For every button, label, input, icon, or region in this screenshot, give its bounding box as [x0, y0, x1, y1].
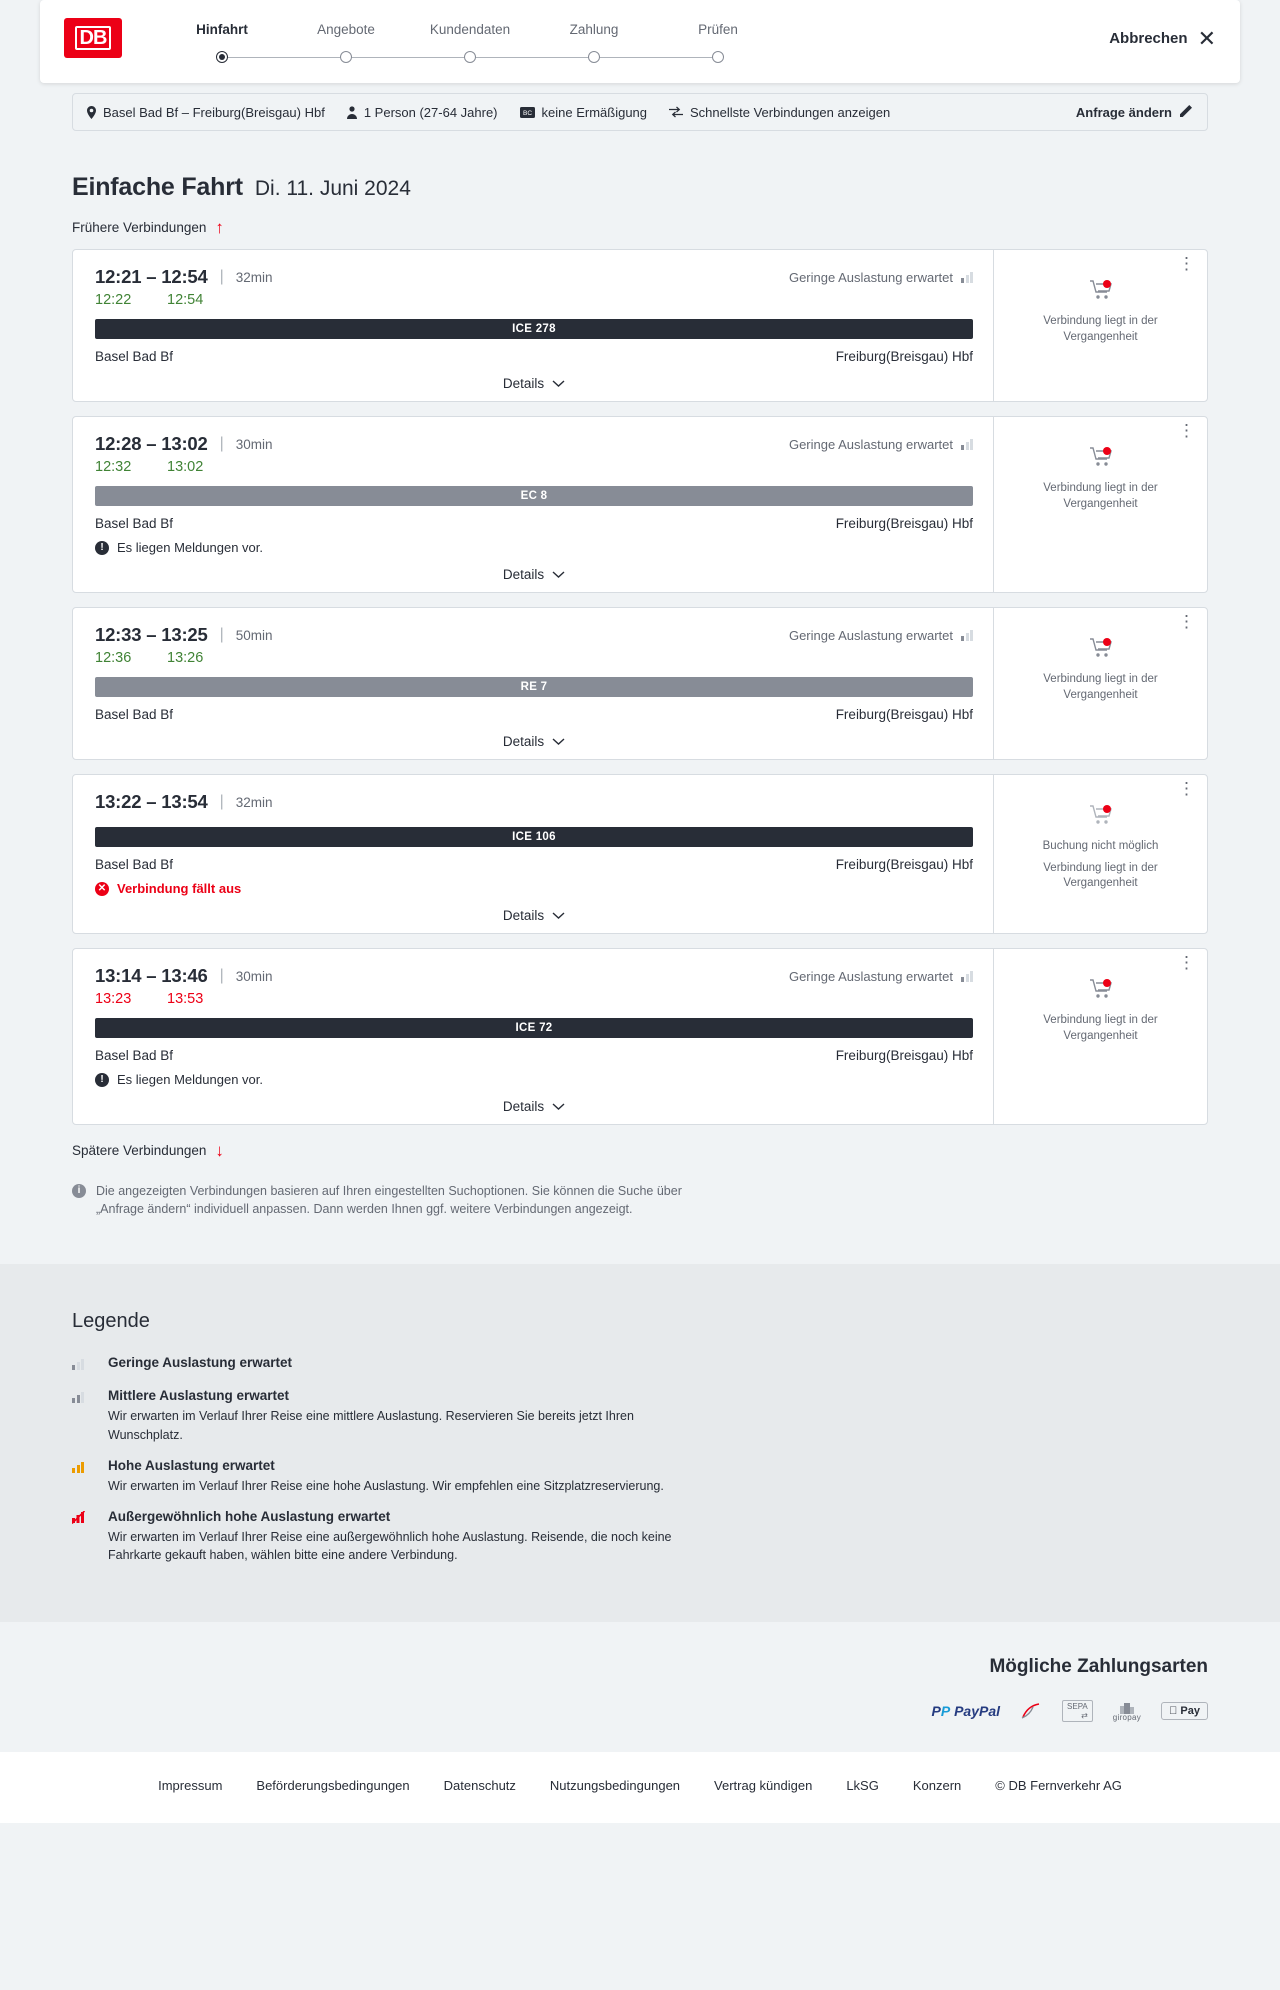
booking-status-text: Verbindung liegt in der Vergangenheit — [1043, 315, 1158, 343]
legend-item — [72, 1355, 1208, 1375]
connection-booking-area — [993, 775, 1207, 933]
more-options-icon[interactable]: ⋮ — [1178, 254, 1195, 273]
connection-duration: 50min — [235, 627, 273, 643]
divider: | — [219, 793, 224, 810]
realtime-arrival: 12:54 — [167, 292, 204, 308]
step-dot — [464, 51, 476, 63]
connection-header — [95, 433, 973, 455]
connection-message-text: Es liegen Meldungen vor. — [117, 1072, 263, 1087]
realtime-departure: 12:22 — [95, 292, 132, 308]
connection-list — [72, 249, 1208, 1125]
connection-time-range: 12:21 – 12:54 — [95, 266, 208, 287]
station-row — [95, 349, 973, 364]
connection-cancellation — [95, 881, 973, 896]
connection-card[interactable] — [72, 416, 1208, 593]
legend-title: Legende — [72, 1310, 150, 1333]
connection-duration: 32min — [235, 269, 273, 285]
footer-link-konzern[interactable]: Konzern — [912, 1778, 962, 1793]
realtime-arrival: 13:26 — [167, 650, 204, 666]
occupancy-bars-icon — [961, 630, 973, 641]
legend-item — [72, 1388, 1208, 1445]
divider: | — [219, 268, 224, 285]
footer-copyright: © DB Fernverkehr AG — [995, 1778, 1122, 1793]
giropay-logo — [1113, 1700, 1141, 1722]
step-label: Zahlung — [569, 22, 619, 37]
step-dot — [588, 51, 600, 63]
booking-status-text: Verbindung liegt in der Vergangenheit — [1043, 482, 1158, 510]
realtime-row — [95, 292, 973, 308]
origin-station: Basel Bad Bf — [95, 349, 174, 364]
step-dot — [216, 51, 228, 63]
arrow-down-icon: ↓ — [215, 1140, 224, 1160]
info-icon: ! — [95, 541, 109, 555]
realtime-arrival: 13:02 — [167, 459, 204, 475]
shopping-cart-icon — [1090, 979, 1112, 1004]
details-label: Details — [502, 567, 545, 582]
occupancy-indicator — [789, 969, 973, 984]
connection-card[interactable] — [72, 249, 1208, 402]
search-footnote-text: Die angezeigten Verbindungen basieren auf Ihren eingestellten Suchoptionen. Sie können die Suche über „Anfrage ändern“ individuell anpassen. Dann werden Ihnen ggf. weitere Verbindungen angezeigt. — [96, 1184, 682, 1217]
connection-booking-area — [993, 608, 1207, 759]
details-label: Details — [502, 734, 545, 749]
booking-unavailable-text: Buchung nicht möglich — [1042, 840, 1159, 852]
step-zahlung[interactable] — [532, 22, 656, 69]
connection-card[interactable] — [72, 774, 1208, 934]
step-dot — [712, 51, 724, 63]
earlier-connections-button[interactable] — [72, 217, 1208, 237]
connection-header — [95, 266, 973, 288]
train-name: ICE 72 — [515, 1022, 553, 1034]
booking-status-text: Verbindung liegt in der Vergangenheit — [1043, 861, 1158, 890]
occupancy-bars-icon — [961, 439, 973, 450]
train-name: ICE 106 — [512, 831, 556, 843]
info-icon: i — [72, 1184, 86, 1198]
legend-item — [72, 1458, 1208, 1496]
results-region — [0, 173, 1280, 1218]
origin-station: Basel Bad Bf — [95, 857, 174, 872]
apple-pay-logo: Pay — [1161, 1700, 1208, 1722]
step-angebote[interactable] — [284, 22, 408, 69]
details-toggle[interactable] — [95, 734, 973, 749]
connection-message — [95, 540, 973, 555]
legend-item — [72, 1509, 1208, 1566]
occupancy-label: Geringe Auslastung erwartet — [788, 436, 953, 452]
checkout-stepper — [160, 22, 780, 69]
legend-item-title: Mittlere Auslastung erwartet — [108, 1388, 290, 1404]
cancel-label: Abbrechen — [1109, 30, 1188, 47]
page-title-row — [72, 173, 1208, 202]
divider: | — [219, 626, 224, 643]
occupancy-bars-icon — [961, 971, 973, 982]
train-name: EC 8 — [520, 490, 548, 502]
details-label: Details — [502, 376, 545, 391]
chevron-down-icon — [552, 1099, 565, 1114]
occupancy-label: Geringe Auslastung erwartet — [788, 968, 953, 984]
payment-logos-row — [72, 1700, 1208, 1722]
header-card — [40, 0, 1240, 83]
bahncard-icon — [520, 107, 535, 118]
realtime-departure: 12:36 — [95, 650, 132, 666]
details-toggle[interactable] — [95, 376, 973, 391]
train-badge — [95, 486, 973, 506]
sofort-logo — [1020, 1700, 1042, 1722]
page-title: Einfache Fahrt — [72, 173, 243, 201]
connection-time-range: 13:22 – 13:54 — [95, 791, 208, 812]
connection-details — [73, 417, 993, 592]
legend-item-title: Geringe Auslastung erwartet — [108, 1355, 293, 1371]
step-kundendaten[interactable] — [408, 22, 532, 69]
connection-card[interactable] — [72, 607, 1208, 760]
pencil-icon[interactable] — [1180, 104, 1193, 120]
divider: | — [219, 435, 224, 452]
station-row — [95, 857, 973, 872]
connection-time-range: 12:33 – 13:25 — [95, 624, 208, 645]
details-toggle[interactable] — [95, 908, 973, 923]
connection-cancellation-text: Verbindung fällt aus — [117, 881, 242, 896]
footer-link-vertrag-kuendigen[interactable]: Vertrag kündigen — [714, 1778, 813, 1793]
occupancy-indicator — [789, 628, 973, 643]
occupancy-bars-icon — [72, 1355, 94, 1375]
connection-header — [95, 791, 973, 813]
location-pin-icon — [87, 106, 96, 119]
search-summary-region — [0, 83, 1280, 131]
occupancy-bars-crossed-icon — [72, 1509, 94, 1566]
connection-details — [73, 775, 993, 933]
connection-time-range: 12:28 – 13:02 — [95, 433, 208, 454]
header-region — [0, 0, 1280, 83]
connection-time-range: 13:14 – 13:46 — [95, 965, 208, 986]
more-options-icon[interactable]: ⋮ — [1178, 953, 1195, 972]
destination-station: Freiburg(Breisgau) Hbf — [835, 857, 973, 872]
realtime-departure: 13:23 — [95, 991, 132, 1007]
occupancy-bars-icon — [72, 1388, 94, 1445]
legend-item-desc: Wir erwarten im Verlauf Ihrer Reise eine außergewöhnlich hohe Auslastung. Reisende, die noch keine Fahrkarte gekauft haben, wählen bitte eine andere Verbindung. — [108, 1529, 672, 1563]
more-options-icon[interactable]: ⋮ — [1178, 612, 1195, 631]
origin-station: Basel Bad Bf — [95, 707, 174, 722]
page-footer — [0, 1752, 1280, 1823]
realtime-row — [95, 650, 973, 666]
destination-station: Freiburg(Breisgau) Hbf — [835, 516, 973, 531]
person-icon — [347, 106, 357, 119]
step-hinfahrt[interactable] — [160, 22, 284, 69]
connection-message — [95, 1072, 973, 1087]
chevron-down-icon — [552, 567, 565, 582]
connection-details — [73, 949, 993, 1124]
summary-discount-text: keine Ermäßigung — [541, 104, 648, 120]
step-pruefen[interactable] — [656, 22, 780, 69]
train-badge — [95, 827, 973, 847]
connection-booking-area — [993, 250, 1207, 401]
footer-links — [0, 1778, 1280, 1793]
occupancy-label: Geringe Auslastung erwartet — [788, 269, 953, 285]
change-request-button[interactable] — [1076, 104, 1193, 120]
db-logo[interactable] — [64, 18, 122, 58]
travel-date: Di. 11. Juni 2024 — [254, 177, 411, 200]
footer-link-datenschutz[interactable]: Datenschutz — [443, 1778, 516, 1793]
db-logo-text: DB — [75, 26, 112, 50]
station-row — [95, 707, 973, 722]
later-connections-button[interactable] — [72, 1140, 1208, 1160]
step-label: Hinfahrt — [196, 22, 248, 37]
search-summary-bar — [72, 93, 1208, 131]
divider: | — [219, 967, 224, 984]
realtime-row — [95, 459, 973, 475]
close-icon[interactable]: ✕ — [1197, 25, 1216, 51]
destination-station: Freiburg(Breisgau) Hbf — [835, 1048, 973, 1063]
connection-card[interactable] — [72, 948, 1208, 1125]
occupancy-indicator — [789, 270, 973, 285]
footer-link-lksg[interactable]: LkSG — [846, 1778, 879, 1793]
destination-station: Freiburg(Breisgau) Hbf — [835, 349, 973, 364]
cancel-circle-icon: ✕ — [95, 882, 109, 896]
connection-details — [73, 250, 993, 401]
footer-link-nutzungsbedingungen[interactable]: Nutzungsbedingungen — [549, 1778, 681, 1793]
more-options-icon[interactable]: ⋮ — [1178, 779, 1195, 798]
shopping-cart-icon — [1090, 280, 1112, 305]
origin-station: Basel Bad Bf — [95, 1048, 174, 1063]
step-label: Angebote — [317, 22, 375, 37]
info-icon: ! — [95, 1073, 109, 1087]
connection-message-text: Es liegen Meldungen vor. — [117, 540, 263, 555]
sepa-direct-debit-logo: SEPA ⇄ — [1062, 1700, 1093, 1722]
occupancy-bars-icon — [961, 272, 973, 283]
step-dot — [340, 51, 352, 63]
connection-booking-area — [993, 949, 1207, 1124]
train-name: RE 7 — [520, 681, 548, 693]
details-toggle[interactable] — [95, 567, 973, 582]
destination-station: Freiburg(Breisgau) Hbf — [835, 707, 973, 722]
footer-link-befoerderungsbedingungen[interactable]: Beförderungsbedingungen — [256, 1778, 410, 1793]
legend-item-title: Hohe Auslastung erwartet — [108, 1457, 275, 1473]
train-badge — [95, 677, 973, 697]
occupancy-indicator — [789, 437, 973, 452]
summary-passengers-text: 1 Person (27-64 Jahre) — [363, 104, 498, 120]
payment-methods-title: Mögliche Zahlungsarten — [989, 1656, 1208, 1677]
summary-route-text: Basel Bad Bf – Freiburg(Breisgau) Hbf — [103, 104, 325, 120]
shopping-cart-icon — [1090, 447, 1112, 472]
change-request-label: Anfrage ändern — [1075, 104, 1172, 120]
occupancy-label: Geringe Auslastung erwartet — [788, 627, 953, 643]
chevron-down-icon — [552, 734, 565, 749]
summary-option — [669, 105, 912, 120]
giropay-label: giropay — [1112, 1712, 1142, 1722]
paypal-logo: PP PayPal — [931, 1703, 1001, 1719]
train-name: ICE 278 — [512, 323, 556, 335]
summary-passengers — [347, 105, 520, 120]
legend-item-desc: Wir erwarten im Verlauf Ihrer Reise eine mittlere Auslastung. Reservieren Sie bereits jetzt Ihren Wunschplatz. — [108, 1409, 634, 1442]
apple-pay-label: Pay — [1180, 1705, 1200, 1717]
svg-text:BC: BC — [522, 109, 532, 117]
station-row — [95, 1048, 973, 1063]
shopping-cart-icon — [1090, 638, 1112, 663]
chevron-down-icon — [552, 908, 565, 923]
realtime-departure: 12:32 — [95, 459, 132, 475]
summary-discount — [520, 105, 670, 120]
booking-status-text: Verbindung liegt in der Vergangenheit — [1043, 1014, 1158, 1042]
step-label: Kundendaten — [429, 22, 511, 37]
arrow-up-icon: ↑ — [215, 217, 224, 237]
booking-status-text: Verbindung liegt in der Vergangenheit — [1043, 673, 1158, 701]
legend-item-title: Außergewöhnlich hohe Auslastung erwartet — [108, 1508, 391, 1524]
details-label: Details — [502, 1099, 545, 1114]
summary-route — [87, 105, 347, 120]
more-options-icon[interactable]: ⋮ — [1178, 421, 1195, 440]
legend-section — [0, 1264, 1280, 1622]
details-label: Details — [502, 908, 545, 923]
occupancy-bars-icon — [72, 1458, 94, 1496]
payment-methods-section — [0, 1622, 1280, 1752]
details-toggle[interactable] — [95, 1099, 973, 1114]
realtime-arrival: 13:53 — [167, 991, 204, 1007]
earlier-connections-label: Frühere Verbindungen — [72, 220, 207, 235]
connection-details — [73, 608, 993, 759]
legend-item-desc: Wir erwarten im Verlauf Ihrer Reise eine hohe Auslastung. Wir empfehlen eine Sitzplatzreservierung. — [108, 1478, 664, 1493]
train-badge — [95, 319, 973, 339]
cancel-button[interactable] — [1109, 25, 1216, 51]
search-footnote — [72, 1182, 712, 1218]
arrows-icon — [669, 106, 683, 118]
shopping-cart-icon — [1090, 805, 1112, 830]
connection-booking-area — [993, 417, 1207, 592]
connection-header — [95, 624, 973, 646]
connection-duration: 30min — [235, 436, 273, 452]
station-row — [95, 516, 973, 531]
connection-duration: 30min — [235, 968, 273, 984]
chevron-down-icon — [552, 376, 565, 391]
connection-duration: 32min — [235, 794, 273, 810]
summary-option-text: Schnellste Verbindungen anzeigen — [690, 104, 891, 120]
later-connections-label: Spätere Verbindungen — [72, 1143, 207, 1158]
realtime-row — [95, 991, 973, 1007]
origin-station: Basel Bad Bf — [95, 516, 174, 531]
train-badge — [95, 1018, 973, 1038]
connection-header — [95, 965, 973, 987]
step-label: Prüfen — [698, 22, 738, 37]
footer-link-impressum[interactable]: Impressum — [158, 1778, 223, 1793]
